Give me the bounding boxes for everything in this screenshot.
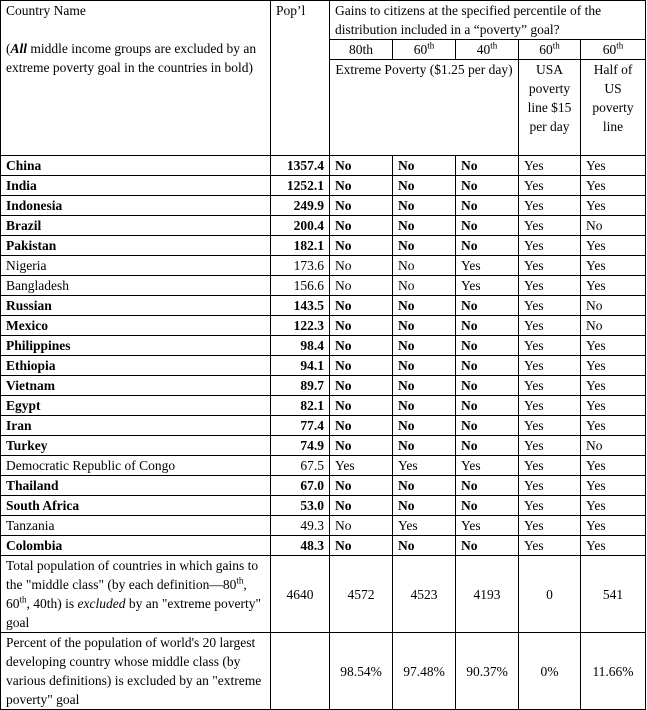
table-row	[1, 256, 646, 276]
country-cell: India	[1, 176, 271, 196]
usa-line-cell: Yes	[519, 496, 581, 516]
population-header: Pop’l	[271, 1, 330, 156]
p60-cell: Yes	[393, 516, 456, 536]
p80-cell: No	[330, 416, 393, 436]
population-cell: 122.3	[271, 316, 330, 336]
usa-line-cell: Yes	[519, 176, 581, 196]
population-cell: 82.1	[271, 396, 330, 416]
half-us-cell: Yes	[581, 356, 646, 376]
p60-cell: No	[393, 196, 456, 216]
total-p40: 4193	[456, 556, 519, 633]
p40-cell: No	[456, 476, 519, 496]
percent-pop	[271, 633, 330, 710]
p80-cell: No	[330, 536, 393, 556]
total-p60: 4523	[393, 556, 456, 633]
country-cell: Ethiopia	[1, 356, 271, 376]
p40-cell: No	[456, 376, 519, 396]
bold-note-emphasis: All	[10, 41, 28, 56]
population-cell: 173.6	[271, 256, 330, 276]
usa-line-cell: Yes	[519, 196, 581, 216]
usa-line-cell: Yes	[519, 416, 581, 436]
population-cell: 74.9	[271, 436, 330, 456]
population-cell: 49.3	[271, 516, 330, 536]
population-cell: 67.5	[271, 456, 330, 476]
p40-cell: No	[456, 316, 519, 336]
pct-40-header: 40th	[456, 40, 519, 60]
p80-cell: No	[330, 436, 393, 456]
p40-cell: No	[456, 216, 519, 236]
p40-cell: No	[456, 236, 519, 256]
p80-cell: No	[330, 156, 393, 176]
country-cell: Russian	[1, 296, 271, 316]
table-row	[1, 196, 646, 216]
p60-cell: No	[393, 436, 456, 456]
pct-60-half-header: 60th	[581, 40, 646, 60]
total-label-emphasis: excluded	[77, 596, 126, 611]
p60-cell: No	[393, 276, 456, 296]
table-row	[1, 156, 646, 176]
country-cell: Colombia	[1, 536, 271, 556]
p80-cell: No	[330, 216, 393, 236]
p60-cell: No	[393, 236, 456, 256]
half-us-cell: No	[581, 316, 646, 336]
country-cell: Philippines	[1, 336, 271, 356]
p80-cell: No	[330, 356, 393, 376]
usa-line-cell: Yes	[519, 516, 581, 536]
p60-cell: Yes	[393, 456, 456, 476]
population-cell: 94.1	[271, 356, 330, 376]
p60-cell: No	[393, 256, 456, 276]
p40-cell: No	[456, 176, 519, 196]
half-us-cell: Yes	[581, 376, 646, 396]
usa-line-cell: Yes	[519, 236, 581, 256]
p80-cell: No	[330, 296, 393, 316]
p60-cell: No	[393, 376, 456, 396]
p40-cell: No	[456, 156, 519, 176]
p40-cell: Yes	[456, 516, 519, 536]
p40-cell: No	[456, 536, 519, 556]
half-us-cell: No	[581, 436, 646, 456]
p40-cell: No	[456, 196, 519, 216]
usa-line-cell: Yes	[519, 156, 581, 176]
percent-row	[1, 633, 646, 710]
country-cell: Tanzania	[1, 516, 271, 536]
p80-cell: No	[330, 176, 393, 196]
p60-cell: No	[393, 476, 456, 496]
p80-cell: No	[330, 516, 393, 536]
table-row	[1, 476, 646, 496]
population-cell: 98.4	[271, 336, 330, 356]
population-cell: 1357.4	[271, 156, 330, 176]
table-row	[1, 236, 646, 256]
country-cell: Pakistan	[1, 236, 271, 256]
usa-line-cell: Yes	[519, 276, 581, 296]
p40-cell: No	[456, 416, 519, 436]
p40-cell: No	[456, 356, 519, 376]
country-name-header: Country Name	[6, 3, 86, 18]
half-us-cell: Yes	[581, 476, 646, 496]
table-row	[1, 276, 646, 296]
table-row	[1, 176, 646, 196]
half-us-cell: Yes	[581, 276, 646, 296]
p80-cell: No	[330, 376, 393, 396]
half-us-cell: Yes	[581, 256, 646, 276]
percent-p60: 97.48%	[393, 633, 456, 710]
population-cell: 67.0	[271, 476, 330, 496]
usa-line-cell: Yes	[519, 356, 581, 376]
country-cell: Brazil	[1, 216, 271, 236]
country-name-header-cell	[1, 1, 271, 156]
total-row	[1, 556, 646, 633]
p40-cell: Yes	[456, 276, 519, 296]
p80-cell: No	[330, 196, 393, 216]
total-p80: 4572	[330, 556, 393, 633]
percent-p80: 98.54%	[330, 633, 393, 710]
p40-cell: No	[456, 496, 519, 516]
percent-half: 11.66%	[581, 633, 646, 710]
country-cell: Iran	[1, 416, 271, 436]
usa-line-cell: Yes	[519, 396, 581, 416]
p60-cell: No	[393, 416, 456, 436]
half-us-cell: Yes	[581, 196, 646, 216]
p60-cell: No	[393, 496, 456, 516]
country-cell: Bangladesh	[1, 276, 271, 296]
country-cell: South Africa	[1, 496, 271, 516]
half-us-cell: Yes	[581, 336, 646, 356]
percent-label: Percent of the population of world's 20 largest developing country whose middle class (by various definitions) is excluded by an "extreme poverty" goal	[1, 633, 271, 710]
p80-cell: Yes	[330, 456, 393, 476]
country-cell: Turkey	[1, 436, 271, 456]
p40-cell: No	[456, 336, 519, 356]
pct-60-usa-header: 60th	[519, 40, 581, 60]
total-half: 541	[581, 556, 646, 633]
pct-80-header: 80th	[330, 40, 393, 60]
p60-cell: No	[393, 176, 456, 196]
extreme-poverty-header: Extreme Poverty ($1.25 per day)	[330, 60, 519, 156]
country-cell: Egypt	[1, 396, 271, 416]
population-cell: 156.6	[271, 276, 330, 296]
table-row	[1, 356, 646, 376]
p60-cell: No	[393, 356, 456, 376]
usa-line-cell: Yes	[519, 476, 581, 496]
total-label: Total population of countries in which gains to the "middle class" (by each definition—80th, 60th, 40th) is excluded by an "extreme poverty" goal	[1, 556, 271, 633]
p80-cell: No	[330, 236, 393, 256]
country-cell: Vietnam	[1, 376, 271, 396]
table-row	[1, 536, 646, 556]
table-row	[1, 396, 646, 416]
country-cell: Mexico	[1, 316, 271, 336]
usa-poverty-line-header: USA poverty line $15 per day	[519, 60, 581, 156]
country-cell: Nigeria	[1, 256, 271, 276]
usa-line-cell: Yes	[519, 316, 581, 336]
table-row	[1, 296, 646, 316]
bold-note: (All middle income groups are excluded by an extreme poverty goal in the countries in bold)	[6, 41, 257, 75]
population-cell: 200.4	[271, 216, 330, 236]
population-cell: 249.9	[271, 196, 330, 216]
p60-cell: No	[393, 396, 456, 416]
half-us-cell: Yes	[581, 496, 646, 516]
table-row	[1, 316, 646, 336]
half-us-cell: No	[581, 296, 646, 316]
country-cell: China	[1, 156, 271, 176]
p80-cell: No	[330, 256, 393, 276]
total-pop: 4640	[271, 556, 330, 633]
p80-cell: No	[330, 336, 393, 356]
p80-cell: No	[330, 276, 393, 296]
half-us-cell: Yes	[581, 156, 646, 176]
p60-cell: No	[393, 536, 456, 556]
p80-cell: No	[330, 496, 393, 516]
p60-cell: No	[393, 336, 456, 356]
population-cell: 48.3	[271, 536, 330, 556]
usa-line-cell: Yes	[519, 456, 581, 476]
percent-p40: 90.37%	[456, 633, 519, 710]
half-us-cell: Yes	[581, 176, 646, 196]
pct-60-header: 60th	[393, 40, 456, 60]
half-us-cell: No	[581, 216, 646, 236]
table-row	[1, 416, 646, 436]
population-cell: 1252.1	[271, 176, 330, 196]
p40-cell: No	[456, 296, 519, 316]
population-cell: 53.0	[271, 496, 330, 516]
half-us-poverty-line-header: Half of US poverty line	[581, 60, 646, 156]
country-cell: Indonesia	[1, 196, 271, 216]
p80-cell: No	[330, 396, 393, 416]
p40-cell: No	[456, 436, 519, 456]
p60-cell: No	[393, 296, 456, 316]
usa-line-cell: Yes	[519, 536, 581, 556]
gains-title-header: Gains to citizens at the specified percentile of the distribution included in a “poverty” goal?	[330, 1, 646, 40]
usa-line-cell: Yes	[519, 216, 581, 236]
p60-cell: No	[393, 216, 456, 236]
usa-line-cell: Yes	[519, 436, 581, 456]
table-row	[1, 376, 646, 396]
table-row	[1, 336, 646, 356]
half-us-cell: Yes	[581, 456, 646, 476]
usa-line-cell: Yes	[519, 296, 581, 316]
p80-cell: No	[330, 316, 393, 336]
p80-cell: No	[330, 476, 393, 496]
usa-line-cell: Yes	[519, 376, 581, 396]
usa-line-cell: Yes	[519, 336, 581, 356]
table-row	[1, 216, 646, 236]
half-us-cell: Yes	[581, 536, 646, 556]
population-cell: 182.1	[271, 236, 330, 256]
p60-cell: No	[393, 316, 456, 336]
p40-cell: No	[456, 396, 519, 416]
population-cell: 143.5	[271, 296, 330, 316]
country-cell: Democratic Republic of Congo	[1, 456, 271, 476]
total-usa: 0	[519, 556, 581, 633]
half-us-cell: Yes	[581, 396, 646, 416]
p40-cell: Yes	[456, 256, 519, 276]
table-row	[1, 456, 646, 476]
p40-cell: Yes	[456, 456, 519, 476]
half-us-cell: Yes	[581, 516, 646, 536]
population-cell: 89.7	[271, 376, 330, 396]
usa-line-cell: Yes	[519, 256, 581, 276]
percent-usa: 0%	[519, 633, 581, 710]
table-row	[1, 496, 646, 516]
country-cell: Thailand	[1, 476, 271, 496]
half-us-cell: Yes	[581, 236, 646, 256]
table-row	[1, 436, 646, 456]
half-us-cell: Yes	[581, 416, 646, 436]
p60-cell: No	[393, 156, 456, 176]
table-row	[1, 516, 646, 536]
population-cell: 77.4	[271, 416, 330, 436]
